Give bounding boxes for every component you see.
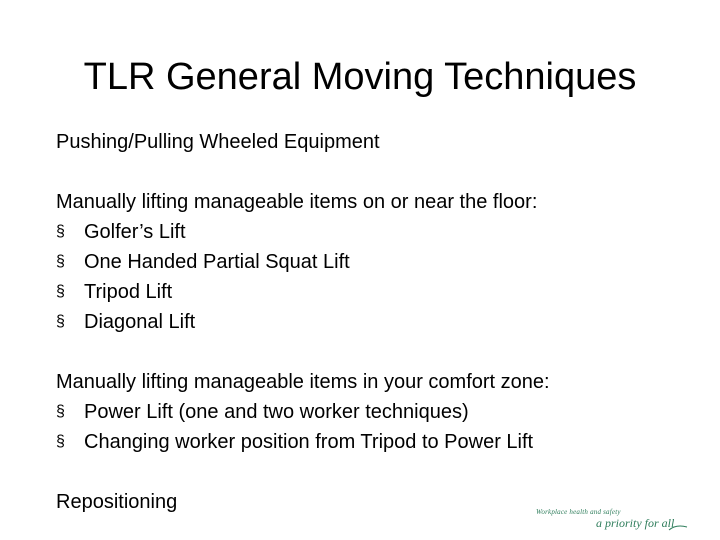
bullet-icon: § [56, 223, 65, 240]
section-heading-comfort-zone-lifting: Manually lifting manageable items in your comfort zone: [56, 371, 550, 393]
list-item [56, 277, 696, 307]
list-item-text: One Handed Partial Squat Lift [84, 251, 350, 273]
list-item [56, 427, 696, 457]
bullet-icon: § [56, 313, 65, 330]
bullet-icon: § [56, 433, 65, 450]
list-item-text: Diagonal Lift [84, 311, 196, 333]
list-item-text: Changing worker position from Tripod to Power Lift [84, 431, 534, 453]
slide-title: TLR General Moving Techniques [83, 56, 637, 98]
list-item [56, 397, 696, 427]
organization-logo [536, 508, 696, 534]
list-item-text: Golfer’s Lift [84, 221, 186, 243]
slide-body [56, 127, 696, 517]
paragraph-spacer [56, 457, 696, 487]
paragraph-spacer [56, 157, 696, 187]
bullet-icon: § [56, 253, 65, 270]
bullet-icon: § [56, 403, 65, 420]
bullet-icon: § [56, 283, 65, 300]
list-item-text: Power Lift (one and two worker techniques) [84, 401, 469, 423]
list-item [56, 307, 696, 337]
logo-text-line1: Workplace health and safety [536, 508, 621, 516]
logo-text-line2: a priority for all [596, 516, 675, 530]
comfort-zone-lifting-list [56, 397, 696, 457]
section-heading-floor-lifting: Manually lifting manageable items on or near the floor: [56, 191, 538, 213]
list-item [56, 247, 696, 277]
section-heading-repositioning: Repositioning [56, 491, 178, 513]
section-heading-pushing-pulling: Pushing/Pulling Wheeled Equipment [56, 131, 380, 153]
list-item-text: Tripod Lift [84, 281, 173, 303]
paragraph-spacer [56, 337, 696, 367]
logo-swoosh-icon [668, 524, 688, 532]
floor-lifting-list [56, 217, 696, 337]
list-item [56, 217, 696, 247]
